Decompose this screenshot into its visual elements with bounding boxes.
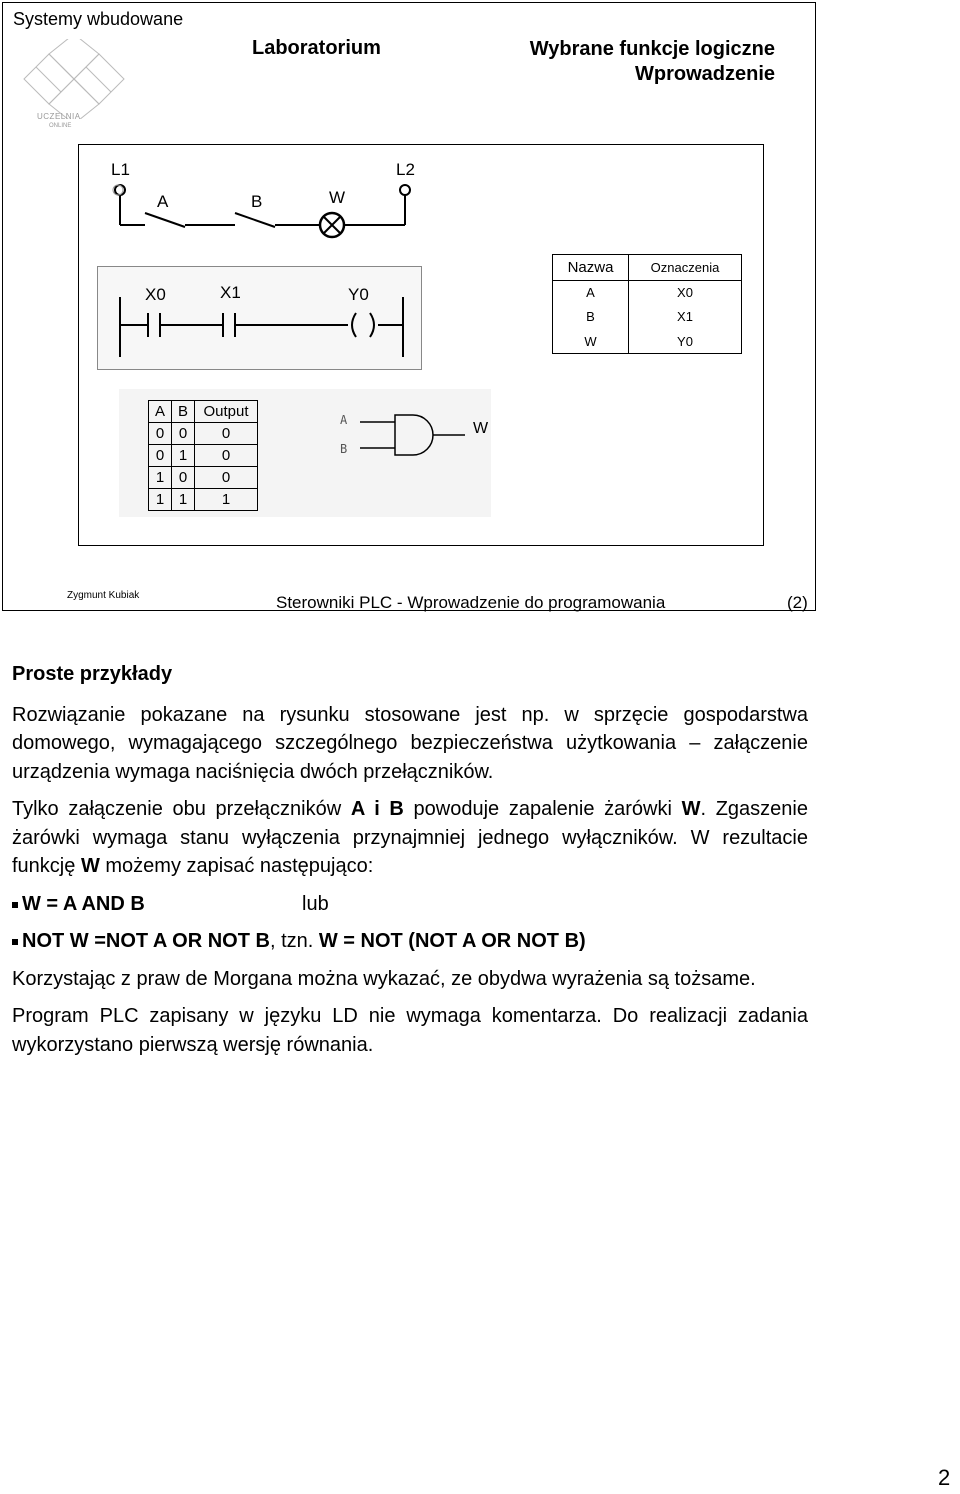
- coil-y0-label: Y0: [348, 285, 369, 304]
- l2-label: L2: [396, 160, 415, 179]
- bullet-square-icon: [12, 902, 18, 908]
- l1-label: L1: [111, 160, 130, 179]
- lamp-w-label: W: [329, 188, 346, 207]
- truth-cell: 1: [172, 445, 195, 467]
- truth-cell: 0: [195, 467, 258, 489]
- truth-table: [148, 400, 258, 511]
- truth-header-b: B: [172, 401, 195, 423]
- mapping-cell: X0: [629, 281, 742, 305]
- truth-cell: 0: [149, 445, 172, 467]
- p2-text: możemy zapisać następująco:: [99, 855, 374, 877]
- body-text: [12, 660, 808, 1059]
- truth-header-output: Output: [195, 401, 258, 423]
- switch-b-label: B: [251, 192, 263, 211]
- slide-title: [443, 37, 775, 87]
- slide-title-line1: Wybrane funkcje logiczne: [529, 38, 775, 60]
- bullet-2: [12, 927, 808, 956]
- truth-cell: 0: [172, 423, 195, 445]
- mapping-header-name: Nazwa: [553, 255, 629, 281]
- p2-text: powoduje zapalenie żarówki: [403, 798, 682, 820]
- truth-cell: 1: [149, 489, 172, 511]
- university-logo-icon: [19, 39, 129, 119]
- p2-bold-w: W: [681, 798, 701, 820]
- circuit-diagram: [100, 155, 430, 245]
- mapping-header-designation: Oznaczenia: [629, 255, 742, 281]
- bullet-1-expression: W = A AND B: [22, 892, 145, 915]
- and-gate-icon: [355, 410, 475, 460]
- truth-cell: 0: [195, 445, 258, 467]
- bullet-1: [12, 890, 808, 919]
- truth-cell: 0: [149, 423, 172, 445]
- p2-text: Tylko załączenie obu przełączników: [12, 798, 351, 820]
- paragraph-4: Program PLC zapisany w języku LD nie wymaga komentarza. Do realizacji zadania wykorzystano pierwszą wersję równania.: [12, 1005, 808, 1056]
- bullet-2-text: , tzn.: [269, 930, 319, 952]
- truth-cell: 0: [172, 467, 195, 489]
- p2-bold-ab: A i B: [350, 798, 404, 820]
- bullet-2-expression-b: W = NOT (NOT A OR NOT B): [318, 930, 586, 952]
- gate-input-b-label: B: [340, 442, 348, 456]
- mapping-cell: A: [553, 281, 629, 305]
- mapping-cell: B: [553, 305, 629, 329]
- section-heading: Proste przykłady: [12, 663, 173, 685]
- bullet-square-icon: [12, 939, 18, 945]
- page-number: 2: [938, 1465, 951, 1490]
- gate-output-w-label: W: [473, 420, 489, 437]
- ladder-rung: [98, 267, 423, 371]
- logo-text: UCZELNIA: [37, 112, 81, 121]
- paragraph-2: [12, 795, 808, 881]
- footer-course: Sterowniki PLC - Wprowadzenie do programowania: [276, 593, 666, 612]
- paragraph-1: Rozwiązanie pokazane na rysunku stosowane jest np. w sprzęcie gospodarstwa domowego, wymagającego szczególnego bezpieczeństwa użytkowania – załączenie urządzenia wymaga naciśnięcia dwóch przełączników.: [12, 703, 808, 783]
- truth-header-a: A: [149, 401, 172, 423]
- paragraph-3: Korzystając z praw de Morgana można wykazać, ze obydwa wyrażenia są tożsame.: [12, 967, 756, 990]
- truth-cell: 1: [195, 489, 258, 511]
- mapping-cell: Y0: [629, 329, 742, 353]
- contact-x0-label: X0: [145, 285, 166, 304]
- mapping-cell: X1: [629, 305, 742, 329]
- contact-x1-label: X1: [220, 283, 241, 302]
- p2-text: . Zgaszenie żarówki wymaga stanu wyłączenia przynajmniej jednego wyłączników. W rezultacie funkcję: [12, 798, 808, 877]
- gate-input-a-label: A: [340, 413, 348, 427]
- slide-title-line2: Wprowadzenie: [634, 63, 775, 85]
- io-mapping-table: [552, 254, 742, 354]
- bullet-2-expression: NOT W =NOT A OR NOT B: [22, 930, 270, 952]
- footer-author: Zygmunt Kubiak: [67, 590, 140, 601]
- mapping-cell: W: [553, 329, 629, 353]
- course-label: Systemy wbudowane: [13, 9, 184, 29]
- lab-label: Laboratorium: [252, 37, 381, 59]
- truth-cell: 1: [172, 489, 195, 511]
- truth-cell: 1: [149, 467, 172, 489]
- logo-subtext: ONLINE: [49, 123, 72, 129]
- p2-bold-w: W: [80, 855, 100, 877]
- bullet-1-or: lub: [302, 892, 329, 915]
- footer-slide-number: (2): [787, 593, 808, 612]
- switch-a-label: A: [157, 192, 169, 211]
- truth-cell: 0: [195, 423, 258, 445]
- ladder-diagram: [97, 266, 422, 370]
